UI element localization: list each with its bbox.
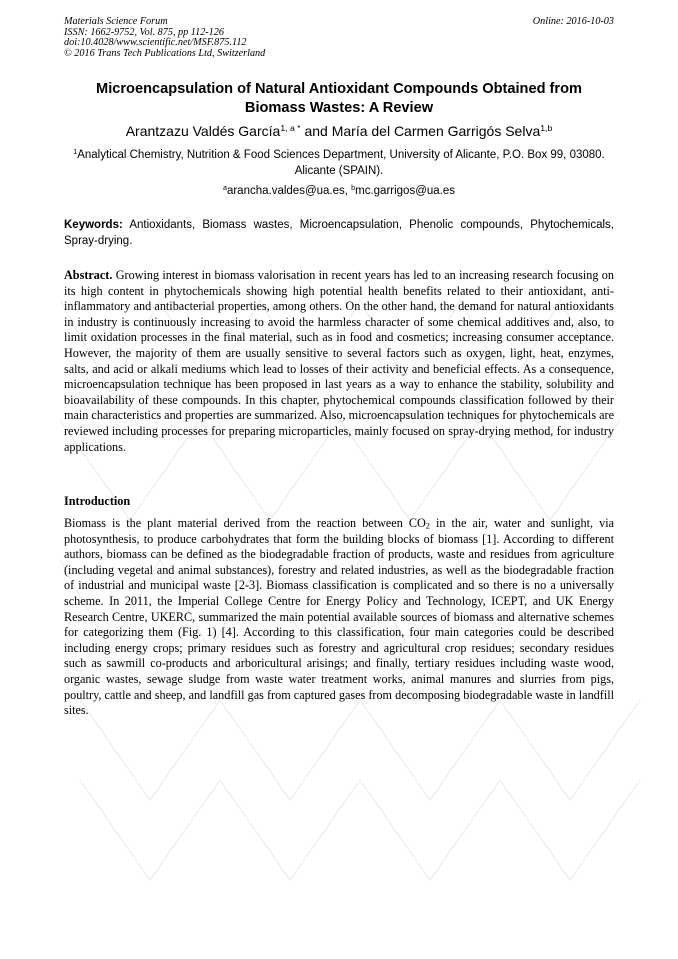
- abstract-block: [64, 268, 614, 455]
- email-a-mark: a: [222, 184, 227, 193]
- online-date: Online: 2016-10-03: [532, 16, 614, 27]
- intro-text-part-2: in the air, water and sunlight, via photosynthesis, to produce carbohydrates that form the building blocks of biomass [1]. According to different authors, biomass can be defined as the biodegradable fraction of products, waste and residues from agriculture (including vegetal and animal substances), forestry and related industries, as well as the biodegradable fraction of industrial and municipal waste [2-3]. Biomass classification is complicated and so there is no a universally scheme. In 2011, the Imperial College Centre for Energy Policy and Technology, ICEPT, and UK Energy Research Centre, UKERC, summarized the main potential available sources of biomass and alternative schemes for categorizing them (Fig. 1) [4]. According to this classification, four main categories could be described including energy crops; primary residues such as forestry and agricultural crop residues; secondary residues such as sawmill co-products and arboricultural arisings; and finally, tertiary residues including waste wood, organic wastes, sewage sludge from waste water treatment works, animal manures and slurries from pigs, poultry, cattle and sheep, and landfill gas from captured gases from decomposing biodegradable waste in landfill sites.: [64, 516, 615, 718]
- doi-line: doi:10.4028/www.scientific.net/MSF.875.112: [64, 37, 247, 49]
- author-conjunction: and: [300, 123, 332, 139]
- keywords-label: Keywords:: [64, 219, 123, 231]
- affiliation: [64, 148, 614, 179]
- author-2-affiliation-mark: 1,b: [540, 123, 553, 134]
- email-b: mc.garrigos@ua.es: [355, 185, 456, 197]
- email-a: arancha.valdes@ua.es,: [226, 185, 352, 197]
- copyright-line: © 2016 Trans Tech Publications Ltd, Switzerland: [64, 47, 266, 59]
- keywords-text: Antioxidants, Biomass wastes, Microencapsulation, Phenolic compounds, Phytochemicals, Spray-drying.: [64, 219, 614, 247]
- intro-text-part-1: Biomass is the plant material derived from the reaction between CO: [64, 516, 426, 530]
- affiliation-mark: 1: [73, 148, 78, 157]
- author-line: [64, 122, 614, 140]
- introduction-paragraph: [64, 516, 614, 719]
- issn-line: ISSN: 1662-9752, Vol. 875, pp 112-126: [64, 26, 224, 38]
- author-2: María del Carmen Garrigós Selva: [331, 123, 541, 139]
- introduction-heading: Introduction: [64, 494, 131, 508]
- journal-name: Materials Science Forum: [64, 16, 168, 27]
- author-1: Arantzazu Valdés García: [125, 123, 281, 139]
- journal-header: [64, 17, 265, 59]
- paper-title: Microencapsulation of Natural Antioxidant Compounds Obtained from Biomass Wastes: A Review: [96, 81, 582, 116]
- affiliation-text: Analytical Chemistry, Nutrition & Food Sciences Department, University of Alicante, P.O. Box 99, 03080. Alicante (SPAIN).: [77, 149, 605, 177]
- email-line: [64, 184, 614, 199]
- abstract-label: Abstract.: [64, 268, 113, 282]
- keywords-block: [64, 218, 614, 249]
- abstract-text: Growing interest in biomass valorisation in recent years has led to an increasing research focusing on its high content in phytochemicals showing high potential health benefits related to their antioxidant, anti-inflammatory and antibacterial properties, among others. On the other hand, the demand for natural antioxidants in industry is continuously increasing to avoid the harmless character of some chemical additives and, also, to limit oxidation processes in the final material, such as in food and cosmetics; increasing consumer acceptance. However, the majority of them are usually sensitive to several factors such as oxygen, light, heat, enzymes, salts, and acid or alkali mediums which lead to losses of their activity and beneficial effects. As a consequence, microencapsulation technique has been proposed in last years as a way to enhance the stability, solubility and bioavailability of these compounds. In this chapter, phytochemical compounds classification followed by their main characteristics and properties are summarized. Also, microencapsulation techniques for phytochemicals are reviewed including processes for preparing microparticles, mainly focused on spray-drying method, for industry applications.: [64, 268, 614, 454]
- author-1-affiliation-mark: 1, a *: [280, 123, 301, 134]
- email-b-mark: b: [351, 184, 356, 193]
- co2-subscript: 2: [425, 521, 430, 531]
